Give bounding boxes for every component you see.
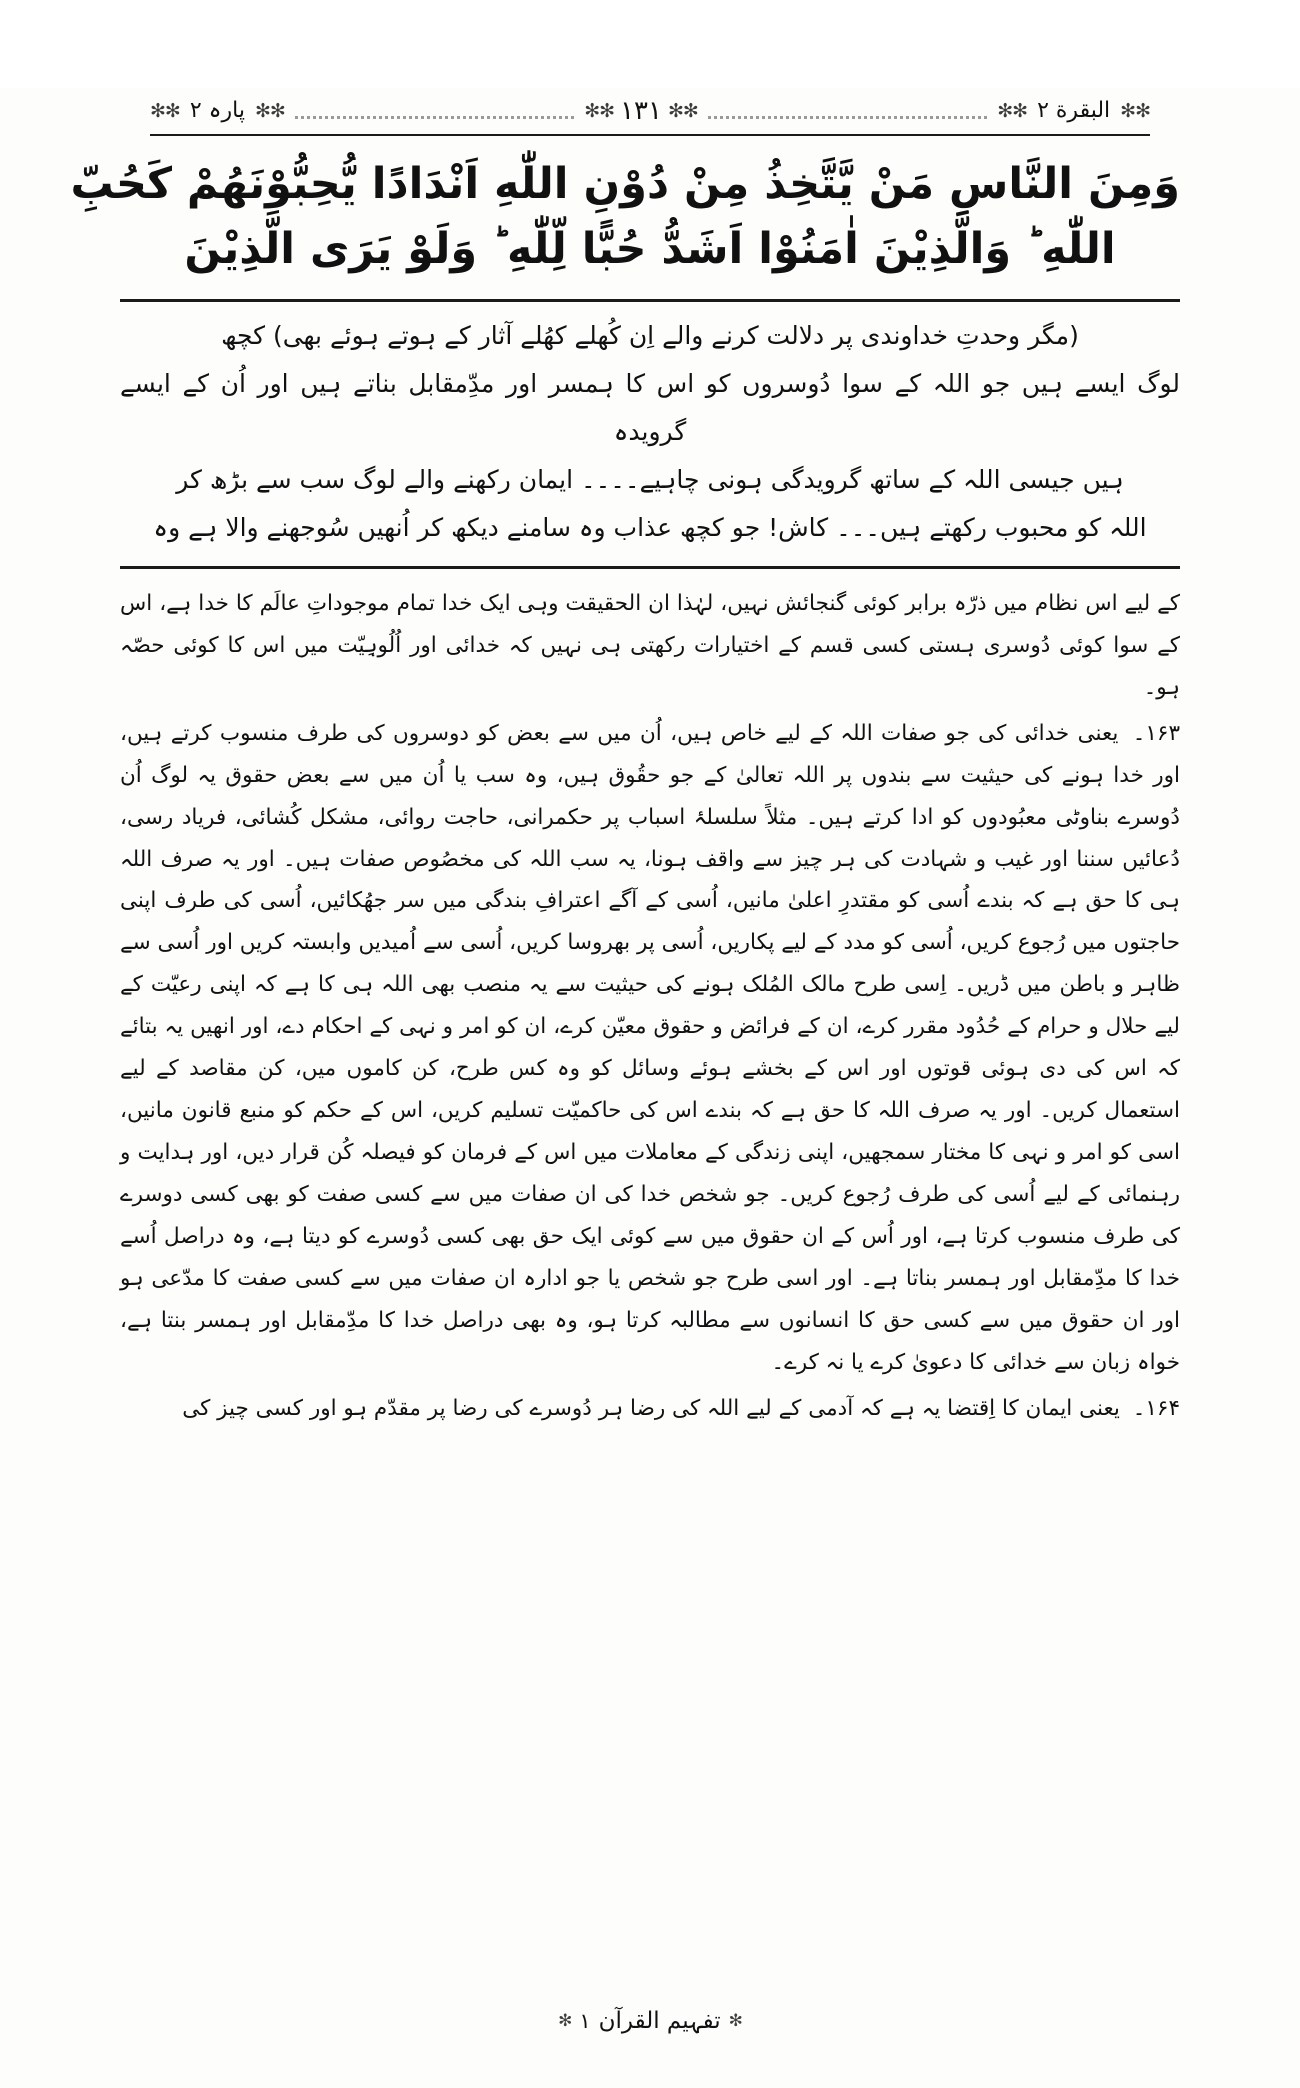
ornament-icon: ✻✻ [668, 99, 698, 122]
ornament-icon: ✻✻ [997, 99, 1028, 122]
header-divider-dots-left [295, 116, 574, 119]
book-title: تفہیم القرآن [598, 2008, 721, 2034]
translation-line-3: ہیں جیسی اللہ کے ساتھ گرویدگی ہونی چاہیے۔۔۔۔ ایمان رکھنے والے لوگ سب سے بڑھ کر [176, 465, 1124, 494]
header-page-number [584, 98, 698, 124]
urdu-translation-block [120, 312, 1180, 569]
footnotes-block [120, 583, 1180, 1429]
footer-title-group [558, 2008, 742, 2034]
arabic-verse-line-2: اللّٰهِ ؕ وَالَّذِيْنَ اٰمَنُوْا اَشَدُّ حُبًّا لِّلّٰهِ ؕ وَلَوْ يَرَى الَّذِيْنَ [184, 223, 1116, 274]
footnote-164 [120, 1388, 1180, 1430]
translation-line-2-text: لوگ ایسے ہیں جو اللہ کے سوا دُوسروں کو اس کا ہمسر اور مدِّمقابل بناتے ہیں اور اُن کے ایسے گرویدہ [120, 369, 1180, 446]
ornament-icon: ✻ [558, 2011, 572, 2031]
footnote-continuation [120, 583, 1180, 709]
page-header [150, 88, 1150, 134]
header-para-label [150, 100, 285, 122]
ornament-icon: ✻ [728, 2011, 742, 2031]
ornament-icon: ✻✻ [1120, 99, 1150, 122]
ornament-icon: ✻✻ [584, 99, 615, 122]
ornament-icon: ✻✻ [150, 99, 180, 122]
surah-name: البقرة ۲ [1037, 98, 1111, 123]
arabic-verse-block [70, 152, 1180, 302]
footnote-164-text: یعنی ایمان کا اِقتضا یہ ہے کہ آدمی کے لیے اللہ کی رضا ہر دُوسرے کی رضا پر مقدّم ہو اور کسی چیز کی [182, 1395, 1120, 1421]
document-page [0, 88, 1300, 2088]
translation-line-2 [120, 360, 1180, 456]
para-name: پارہ ۲ [189, 98, 246, 123]
volume-number: ۱ [579, 2009, 591, 2033]
page-footer [0, 2008, 1300, 2034]
arabic-verse-line-1: وَمِنَ النَّاسِ مَنْ يَّتَّخِذُ مِنْ دُوْنِ اللّٰهِ اَنْدَادًا يُّحِبُّوْنَهُمْ كَحُبِّ [70, 159, 1180, 209]
footnote-163-number: ۱۶۳۔ [1132, 720, 1180, 746]
footnote-163-text: یعنی خدائی کی جو صفات اللہ کے لیے خاص ہیں، اُن میں سے بعض کو دوسروں کی طرف منسوب کرتے ہیں، اور خدا ہونے کی حیثیت سے بندوں پر اللہ تعالیٰ کے جو حقُوق ہیں، وہ سب یا اُن میں سے بعض حقوق یہ لوگ اُن دُوسرے بناوٹی معبُودوں کو ادا کرتے ہیں۔ مثلاً سلسلۂ اسباب پر حکمرانی، حاجت روائی، مشکل کُشائی، فریاد رسی، دُعائیں سننا اور غیب و شہادت کی ہر چیز سے واقف ہونا، یہ سب اللہ کی مخصُوص صفات ہیں۔ اور یہ صرف اللہ ہی کا حق ہے کہ بندے اُسی کو مقتدرِ اعلیٰ مانیں، اُسی کے آگے اعترافِ بندگی میں سر جھُکائیں، اُسی کی طرف اپنی حاجتوں میں رُجوع کریں، اُسی کو مدد کے لیے پکاریں، اُسی پر بھروسا کریں، اُسی سے اُمیدیں وابستہ کریں اور اُسی سے ظاہر و باطن میں ڈریں۔ اِسی طرح مالک المُلک ہونے کی حیثیت سے یہ منصب بھی اللہ ہی کا ہے کہ اپنی رعیّت کے لیے حلال و حرام کے حُدُود مقرر کرے، ان کے فرائض و حقوق معیّن کرے، ان کو امر و نہی کے احکام دے، اور انھیں یہ بتائے کہ اس کی دی ہوئی قوتوں اور اس کے بخشے ہوئے وسائل کو وہ کس طرح، کن کاموں میں، کن مقاصد کے لیے استعمال کریں۔ اور یہ صرف اللہ کا حق ہے کہ بندے اس کی حاکمیّت تسلیم کریں، اس کے حکم کو منبع قانون مانیں، اسی کو امر و نہی کا مختار سمجھیں، اپنی زندگی کے معاملات میں اس کے فرمان کو فیصلہ کُن قرار دیں، اور ہدایت و رہنمائی کے لیے اُسی کی طرف رُجوع کریں۔ جو شخص خدا کی ان صفات میں سے کسی صفت کو بھی کسی دوسرے کی طرف منسوب کرتا ہے، اور اُس کے ان حقوق میں سے کوئی ایک حق بھی کسی دُوسرے کو دیتا ہے، وہ دراصل اُسے خدا کا مدِّمقابل اور ہمسر بناتا ہے۔ اور اسی طرح جو شخص یا جو ادارہ ان صفات میں سے کسی صفت کا مدّعی ہو اور ان حقوق میں سے کسی حق کا انسانوں سے مطالبہ کرتا ہو، وہ بھی دراصل خدا کا مدِّمقابل اور ہمسر بنتا ہے، خواہ زبان سے خدائی کا دعویٰ کرے یا نہ کرے۔ [120, 720, 1180, 1375]
footnote-163 [120, 713, 1180, 1384]
translation-line-4: اللہ کو محبوب رکھتے ہیں۔۔۔ کاش! جو کچھ عذاب وہ سامنے دیکھ کر اُنھیں سُوجھنے والا ہے وہ [153, 513, 1147, 542]
page-number: ۱۳۱ [620, 96, 662, 126]
ornament-icon: ✻✻ [255, 99, 285, 122]
header-rule [150, 134, 1150, 136]
header-divider-dots-right [708, 116, 987, 119]
header-surah-label [997, 100, 1150, 122]
footnote-164-number: ۱۶۴۔ [1132, 1395, 1180, 1421]
translation-line-1: (مگر وحدتِ خداوندی پر دلالت کرنے والے اِن کُھلے کھُلے آثار کے ہوتے ہوئے بھی) کچھ [221, 321, 1079, 350]
footnote-continuation-text: کے لیے اس نظام میں ذرّہ برابر کوئی گنجائش نہیں، لہٰذا ان الحقیقت وہی ایک خدا تمام موجوداتِ عالَم کا خدا ہے، اس کے سوا کوئی دُوسری ہستی کسی قسم کے اختیارات رکھتی ہی نہیں کہ خدائی اور اُلُوہِیّت میں اس کا کوئی حصّہ ہو۔ [120, 591, 1180, 700]
